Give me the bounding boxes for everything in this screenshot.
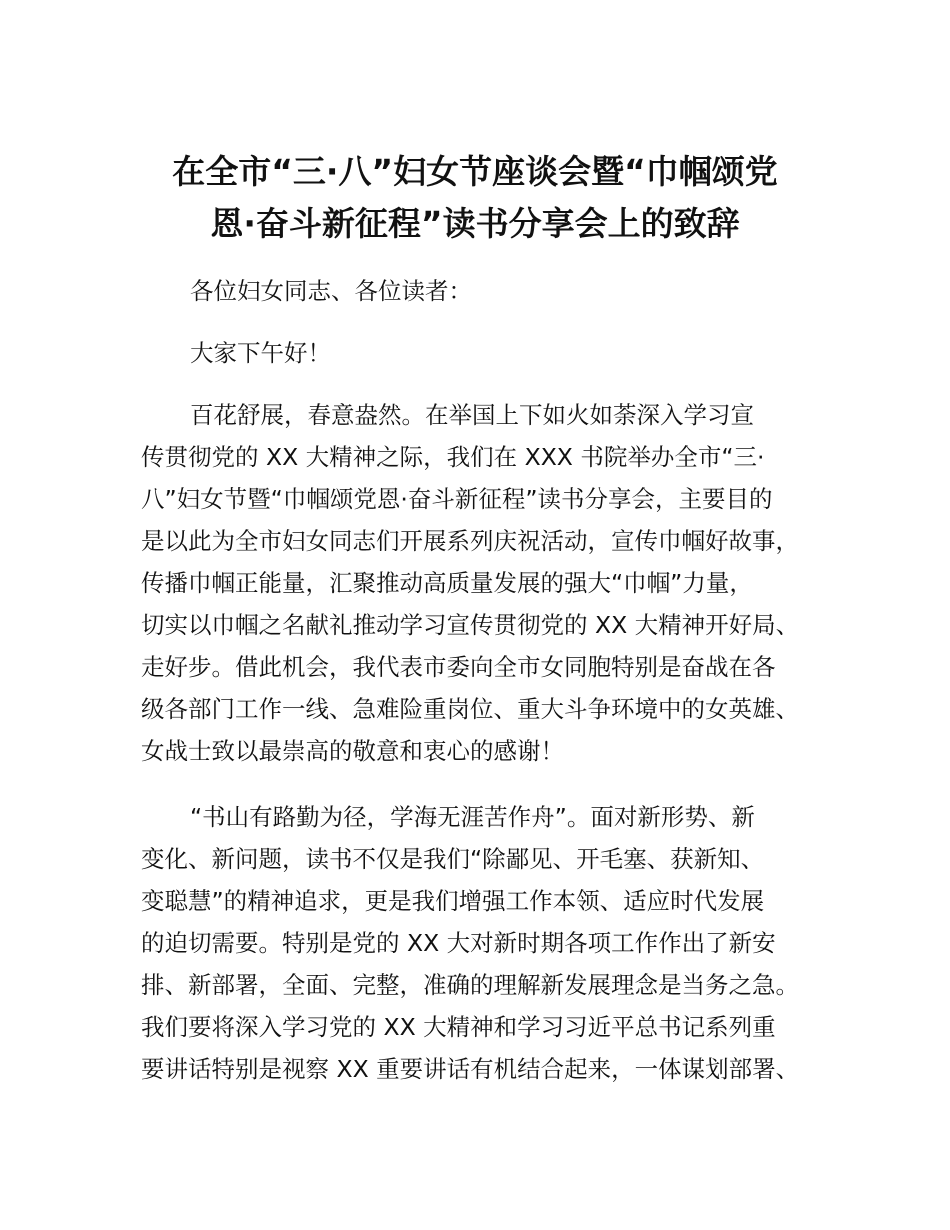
paragraph-line: 的迫切需要。特别是党的 XX 大对新时期各项工作作出了新安 (141, 929, 776, 957)
paragraph-line: 是以此为全市妇女同志们开展系列庆祝活动，宣传巾帼好故事， (141, 527, 799, 555)
paragraph-line: 级各部门工作一线、急难险重岗位、重大斗争环境中的女英雄、 (141, 695, 799, 723)
paragraph-line: 我们要将深入学习党的 XX 大精神和学习习近平总书记系列重 (141, 1013, 776, 1041)
paragraph-line: 百花舒展，春意盎然。在举国上下如火如荼深入学习宣 (190, 401, 754, 429)
paragraph-line: 切实以巾帼之名献礼推动学习宣传贯彻党的 XX 大精神开好局、 (141, 611, 800, 639)
paragraph-line: 女战士致以最崇高的敬意和衷心的感谢！ (141, 737, 564, 765)
paragraph-line: 变化、新问题，读书不仅是我们“除鄙见、开毛塞、获新知、 (141, 845, 765, 873)
paragraph-line: 排、新部署，全面、完整，准确的理解新发展理念是当务之急。 (141, 971, 799, 999)
greeting: 大家下午好！ (190, 339, 331, 367)
paragraph-line: 走好步。借此机会，我代表市委向全市女同胞特别是奋战在各 (141, 653, 776, 681)
paragraph-line: 变聪慧”的精神追求，更是我们增强工作本领、适应时代发展 (141, 887, 765, 915)
paragraph-line: 八”妇女节暨“巾帼颂党恩·奋斗新征程”读书分享会，主要目的 (141, 485, 773, 513)
paragraph-line: 传贯彻党的 XX 大精神之际，我们在 XXX 书院举办全市“三· (141, 443, 765, 471)
paragraph-line: 传播巾帼正能量，汇聚推动高质量发展的强大“巾帼”力量， (141, 569, 753, 597)
title-line-1: 在全市“三·八”妇女节座谈会暨“巾帼颂党 (172, 152, 778, 191)
paragraph-line: “书山有路勤为径，学海无涯苦作舟”。面对新形势、新 (190, 803, 755, 831)
salutation: 各位妇女同志、各位读者： (190, 277, 472, 305)
title-line-2: 恩·奋斗新征程”读书分享会上的致辞 (210, 204, 740, 243)
paragraph-line: 要讲话特别是视察 XX 重要讲话有机结合起来，一体谋划部署、 (141, 1055, 800, 1083)
